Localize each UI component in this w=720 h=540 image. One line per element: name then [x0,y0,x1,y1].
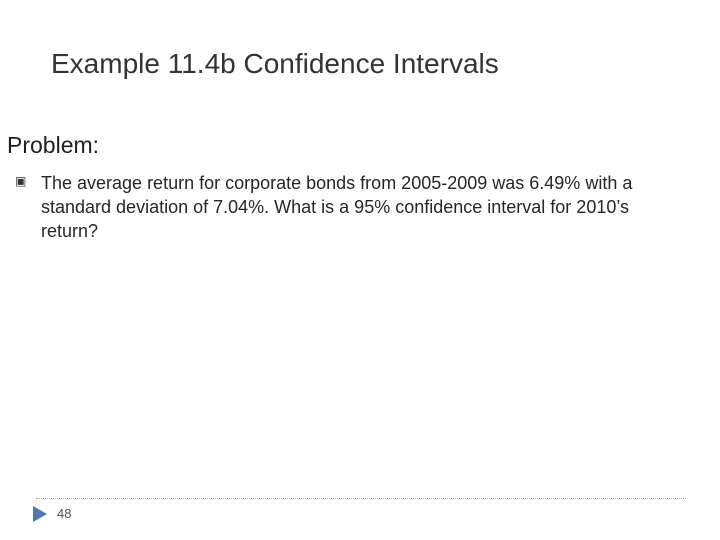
slide-title: Example 11.4b Confidence Intervals [51,48,499,79]
footer-divider [36,498,686,499]
triangle-icon [33,506,47,522]
bullet-icon: ▣ [15,174,27,188]
page-number: 48 [57,506,72,521]
problem-text: The average return for corporate bonds from 2005-2009 was 6.49% with a standard deviation of 7.04%. What is a 95% confidence interval for 2010’s return? [41,173,633,241]
problem-heading: Problem: [7,132,100,158]
